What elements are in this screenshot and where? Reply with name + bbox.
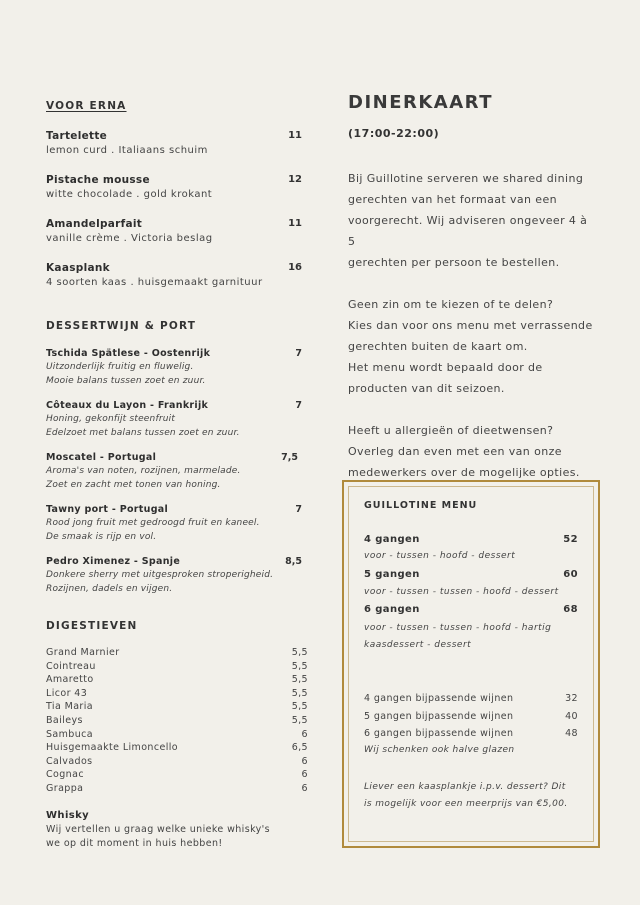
whisky-text — [46, 823, 308, 851]
wine-item — [46, 452, 308, 492]
course-price: 52 — [563, 534, 578, 545]
wine-pairing-price: 40 — [565, 711, 578, 722]
wine-desc-line: Mooie balans tussen zoet en zuur. — [46, 375, 206, 386]
dessert-desc: witte chocolade . gold krokant — [46, 189, 213, 200]
text-line: Heeft u allergieën of dieetwensen? — [348, 424, 554, 437]
text-line: gerechten van het formaat van een — [348, 193, 557, 206]
text-line: Overleg dan even met een van onze — [348, 445, 562, 458]
wine-name: Moscatel - Portugal — [46, 452, 157, 463]
course-desc: voor - tussen - tussen - hoofd - hartig — [364, 623, 552, 633]
dessert-desc: lemon curd . Italiaans schuim — [46, 145, 208, 156]
dessert-item — [46, 218, 308, 244]
whisky-line: we op dit moment in huis hebben! — [46, 837, 223, 849]
dessert-name: Kaasplank — [46, 262, 110, 274]
wine-name: Tawny port - Portugal — [46, 504, 169, 515]
page-title: DINERKAART — [348, 92, 493, 113]
wine-desc-line: Uitzonderlijk fruitig en fluwelig. — [46, 362, 194, 372]
list-item — [46, 714, 308, 728]
wine-desc-line: Donkere sherry met uitgesproken stroperigheid. — [46, 570, 274, 580]
list-item — [46, 660, 308, 674]
wine-desc — [46, 465, 308, 492]
item-name: Huisgemaakte Limoncello — [46, 742, 178, 754]
dessert-item — [46, 174, 308, 200]
wine-price: 8,5 — [285, 556, 302, 567]
dessert-name: Tartelette — [46, 130, 108, 142]
dessert-price: 12 — [288, 174, 302, 185]
list-item — [46, 673, 308, 687]
opening-time: (17:00-22:00) — [348, 127, 440, 140]
wine-pairing-row — [364, 728, 578, 739]
wine-desc-line: Zoet en zacht met tonen van honing. — [46, 479, 221, 490]
wine-desc — [46, 413, 308, 440]
text-line: gerechten per persoon te bestellen. — [348, 256, 560, 269]
course-price: 68 — [563, 604, 578, 615]
text-line: medewerkers over de mogelijke opties. — [348, 466, 580, 479]
dessert-price: 11 — [288, 218, 302, 229]
wine-pairing-name: 4 gangen bijpassende wijnen — [364, 693, 514, 704]
item-name: Cognac — [46, 769, 84, 781]
item-name: Grappa — [46, 782, 84, 794]
wine-price: 7 — [295, 504, 302, 515]
wine-item — [46, 556, 308, 596]
text-line: voorgerecht. Wij adviseren ongeveer 4 à 5 — [348, 214, 588, 248]
dessert-price: 16 — [288, 262, 302, 273]
text-line: Bij Guillotine serveren we shared dining — [348, 172, 584, 185]
item-price: 5,5 — [291, 660, 308, 672]
course-row — [364, 604, 578, 615]
whisky-line: Wij vertellen u graag welke unieke whisky's — [46, 823, 271, 835]
dessert-item — [46, 262, 308, 288]
wine-price: 7 — [295, 348, 302, 359]
cheese-note — [364, 779, 584, 813]
text-line: gerechten buiten de kaart om. — [348, 340, 528, 353]
course-desc: voor - tussen - hoofd - dessert — [364, 551, 516, 561]
list-item — [46, 741, 308, 755]
wine-desc-line: Honing, gekonfijt steenfruit — [46, 414, 176, 424]
item-price: 5,5 — [291, 701, 308, 713]
wine-item — [46, 348, 308, 388]
left-column — [46, 100, 308, 851]
menu-paragraph — [348, 294, 598, 399]
wine-name: Côteaux du Layon - Frankrijk — [46, 400, 209, 411]
wine-pairing-name: 6 gangen bijpassende wijnen — [364, 728, 514, 739]
item-price: 6 — [301, 769, 308, 781]
half-glasses-note: Wij schenken ook halve glazen — [364, 745, 515, 755]
wine-pairing-row — [364, 693, 578, 704]
text-line: producten van dit seizoen. — [348, 382, 505, 395]
wine-name: Tschida Spätlese - Oostenrijk — [46, 348, 211, 359]
list-item — [46, 646, 308, 660]
course-row — [364, 534, 578, 545]
wine-pairing-name: 5 gangen bijpassende wijnen — [364, 711, 514, 722]
digestieven-list — [46, 646, 308, 796]
wine-desc-line: Rozijnen, dadels en vijgen. — [46, 583, 173, 594]
guillotine-menu-box — [342, 480, 600, 848]
item-name: Licor 43 — [46, 687, 88, 699]
whisky-heading: Whisky — [46, 809, 90, 821]
wine-desc — [46, 361, 308, 388]
list-item — [46, 755, 308, 769]
whisky-section — [46, 810, 308, 851]
wine-price: 7 — [295, 400, 302, 411]
wine-desc-line: Aroma's van noten, rozijnen, marmelade. — [46, 466, 241, 476]
course-name: 6 gangen — [364, 604, 420, 615]
dessert-desc: vanille crème . Victoria beslag — [46, 233, 213, 244]
note-line: Liever een kaasplankje i.p.v. dessert? Dit — [364, 782, 566, 792]
wine-price: 7,5 — [281, 452, 298, 463]
dessert-price: 11 — [288, 130, 302, 141]
wine-desc-line: De smaak is rijp en vol. — [46, 531, 157, 542]
wine-pairing-row — [364, 711, 578, 722]
item-price: 5,5 — [291, 714, 308, 726]
course-name: 5 gangen — [364, 569, 420, 580]
course-row — [364, 569, 578, 580]
course-name: 4 gangen — [364, 534, 420, 545]
item-price: 6,5 — [291, 742, 308, 754]
text-line: Kies dan voor ons menu met verrassende — [348, 319, 593, 332]
item-price: 6 — [301, 782, 308, 794]
digestieven-heading: DIGESTIEVEN — [46, 620, 138, 632]
course-price: 60 — [563, 569, 578, 580]
list-item — [46, 687, 308, 701]
course-desc: kaasdessert - dessert — [364, 640, 472, 650]
item-price: 6 — [301, 755, 308, 767]
item-name: Tia Maria — [46, 701, 93, 713]
item-name: Amaretto — [46, 674, 94, 686]
dessert-name: Pistache mousse — [46, 174, 150, 186]
right-column — [348, 92, 598, 483]
wine-desc — [46, 569, 308, 596]
list-item — [46, 768, 308, 782]
item-price: 6 — [301, 728, 308, 740]
wine-pairing-price: 32 — [565, 693, 578, 704]
intro-paragraph — [348, 168, 598, 273]
dessertwijn-heading: DESSERTWIJN & PORT — [46, 320, 197, 332]
dessert-desc: 4 soorten kaas . huisgemaakt garnituur — [46, 277, 263, 288]
list-item — [46, 782, 308, 796]
voor-erna-heading: VOOR ERNA — [46, 100, 127, 112]
dessert-item — [46, 130, 308, 156]
wine-pairing-price: 48 — [565, 728, 578, 739]
course-desc: voor - tussen - tussen - hoofd - dessert — [364, 587, 559, 597]
item-name: Sambuca — [46, 728, 94, 740]
dessert-name: Amandelparfait — [46, 218, 143, 230]
note-line: is mogelijk voor een meerprijs van €5,00. — [364, 799, 568, 809]
item-price: 5,5 — [291, 687, 308, 699]
list-item — [46, 700, 308, 714]
wine-desc-line: Rood jong fruit met gedroogd fruit en kaneel. — [46, 518, 260, 528]
text-line: Geen zin om te kiezen of te delen? — [348, 298, 554, 311]
item-price: 5,5 — [291, 674, 308, 686]
guillotine-menu-heading: GUILLOTINE MENU — [364, 500, 478, 511]
text-line: Het menu wordt bepaald door de — [348, 361, 543, 374]
item-name: Baileys — [46, 714, 83, 726]
allergy-paragraph — [348, 420, 598, 483]
item-name: Cointreau — [46, 660, 96, 672]
item-price: 5,5 — [291, 647, 308, 658]
wine-item — [46, 504, 308, 544]
wine-desc-line: Edelzoet met balans tussen zoet en zuur. — [46, 427, 240, 438]
list-item — [46, 728, 308, 742]
item-name: Grand Marnier — [46, 647, 120, 658]
wine-desc — [46, 517, 308, 544]
item-name: Calvados — [46, 755, 93, 767]
wine-item — [46, 400, 308, 440]
wine-name: Pedro Ximenez - Spanje — [46, 556, 181, 567]
